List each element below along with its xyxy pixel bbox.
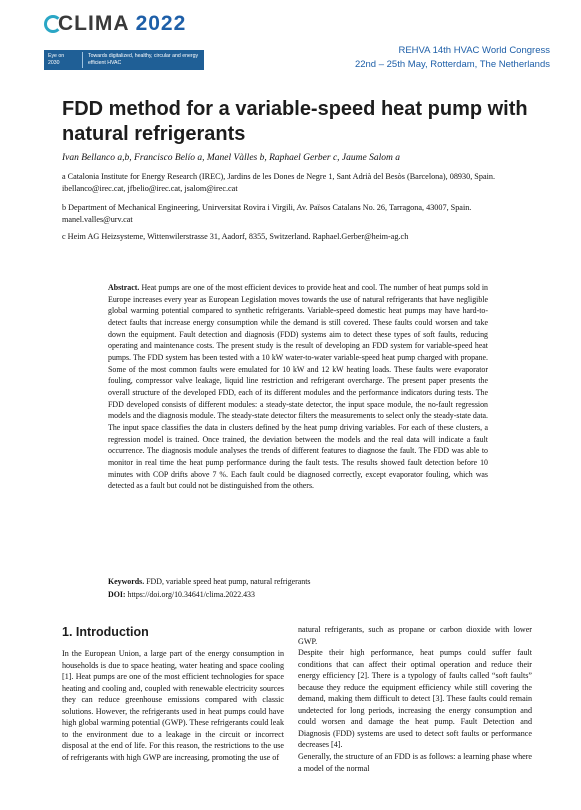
- section-heading-introduction: 1. Introduction: [62, 625, 149, 639]
- affiliation-b: b Department of Mechanical Engineering, Unirversitat Rovira i Virgili, Av. Països Catalans No. 26, Tarragona, 43007, Spain. manel.valles@urv.cat: [62, 203, 472, 224]
- paper-title: FDD method for a variable-speed heat pump with natural refrigerants: [62, 98, 528, 145]
- affiliation-a: a Catalonia Institute for Energy Research (IREC), Jardins de les Dones de Negre 1, Sant Adrià del Besòs (Barcelona), 08930, Spain. ibellanco@irec.cat, jfbelio@irec.cat, jsalom@irec.cat: [62, 172, 495, 193]
- intro-paragraph: In the European Union, a large part of the energy consumption in households is due to space heating, water heating and space cooling [1]. Heat pumps are one of the most efficient technologies for space heating and cooling and, coupled with renewable electricity sources they can reduce greenhouse emissions compared with classic solutions. However, the refrigerants used in heat pumps could have high global warming potential (GWP). These refrigerants could leak to the environment due to a leakage in the circuit or incorrect disposal at the end of life. For this reason, the restrictions to the use of refrigerants with high GWP are increasing, promoting the use of: [62, 649, 284, 762]
- keywords-text: FDD, variable speed heat pump, natural refrigerants: [146, 577, 311, 586]
- affiliation-c: c Heim AG Heizsysteme, Wittenwilerstrasse 31, Aadorf, 8355, Switzerland. Raphael.Gerber@heim-ag.ch: [62, 232, 409, 241]
- keywords-label: Keywords.: [108, 577, 145, 586]
- abstract-text: Heat pumps are one of the most efficient devices to provide heat and cool. The number of heat pumps sold in Europe increases every year as European Legislation moves towards the use of natural refrigerants that have negligible global warming potential compared to synthetic refrigerants. Variable-speed domestic heat pumps may have hard-to-detect faults that increase energy consumption while the demand is still covered. These faults could worsen and take down the equipment. Fault detection and diagnosis (FDD) systems aim to detect these types of soft faults, reducing operating and maintenance costs. The present study is the result of developing an FDD system for variable-speed heat pumps. The FDD system has been tested with a 10 kW water-to-water variable-speed heat pump charged with propane. Some of the most common faults were emulated for 10 kW and 12 kW heating loads. These faults were evaporator fouling, compressor valve leakage, liquid line restriction and refrigerant overcharge. The present paper presents the overall structure of the developed FDD, each of its different modules and the performance indicators during tests. The FDD developed consists of different modules: a steady-state detector, the input space module, the no-fault regression models and the diagnosis module. The steady-state detector filters the measurements to select only the steady-state data. The input space classifies the data in clusters defined by the heat pump driving variables. For each of these clusters, a regression model is trained. Once trained, the deviation between the models and the real data will indicate a fault occurrence. The diagnosis module analyses the trends of different features to diagnose the fault. The FDD was able to monitor in real time the heat pump performance during the fault tests. The results showed fault detection before 10 minutes with COP drifts above 7 %. Each fault could be diagnosed correctly, except evaporator fouling, which was detected as a fault but could not be distinguished from the others.: [108, 283, 489, 491]
- congress-date-location: 22nd – 25th May, Rotterdam, The Netherlands: [354, 59, 550, 70]
- intro-paragraph: natural refrigerants, such as propane or carbon dioxide with lower GWP.: [298, 625, 532, 646]
- keywords: [108, 576, 488, 588]
- intro-column-right: [298, 624, 532, 774]
- tagline-right: Towards digitalized, healthy, circular and energy efficient HVAC: [88, 53, 199, 66]
- logo-year: 2022: [135, 12, 187, 35]
- tagline-left: Eye on 2030: [48, 53, 65, 66]
- doi: [108, 589, 488, 601]
- intro-paragraph: Generally, the structure of an FDD is as follows: a learning phase where a model of the normal: [298, 752, 532, 773]
- logo-text: CLIMA: [58, 12, 129, 35]
- congress-name: REHVA 14th HVAC World Congress: [398, 45, 550, 56]
- doi-link[interactable]: https://doi.org/10.34641/clima.2022.433: [127, 590, 255, 599]
- abstract: [108, 282, 488, 492]
- doi-label: DOI:: [108, 590, 126, 599]
- intro-column-left: [62, 648, 284, 763]
- author-list: Ivan Bellanco a,b, Francisco Belío a, Manel Vàlles b, Raphael Gerber c, Jaume Salom a: [62, 153, 400, 163]
- tagline-banner: [44, 50, 204, 70]
- abstract-label: Abstract.: [108, 283, 140, 292]
- clima-logo: [58, 12, 186, 36]
- tagline-separator: [82, 52, 83, 68]
- intro-paragraph: Despite their high performance, heat pumps could suffer fault conditions that can affect their optimal operation and reduce their energy efficiency [2]. There is a typology of faults called “soft faults” because they reduce the equipment efficiency while still covering the demand, making them difficult to detect [3]. These faults could remain undetected for long periods, increasing the energy consumption and could worsen and damage the heat pump. Fault Detection and Diagnosis (FDD) systems are used to detect soft faults or performance decreases [4].: [298, 648, 532, 750]
